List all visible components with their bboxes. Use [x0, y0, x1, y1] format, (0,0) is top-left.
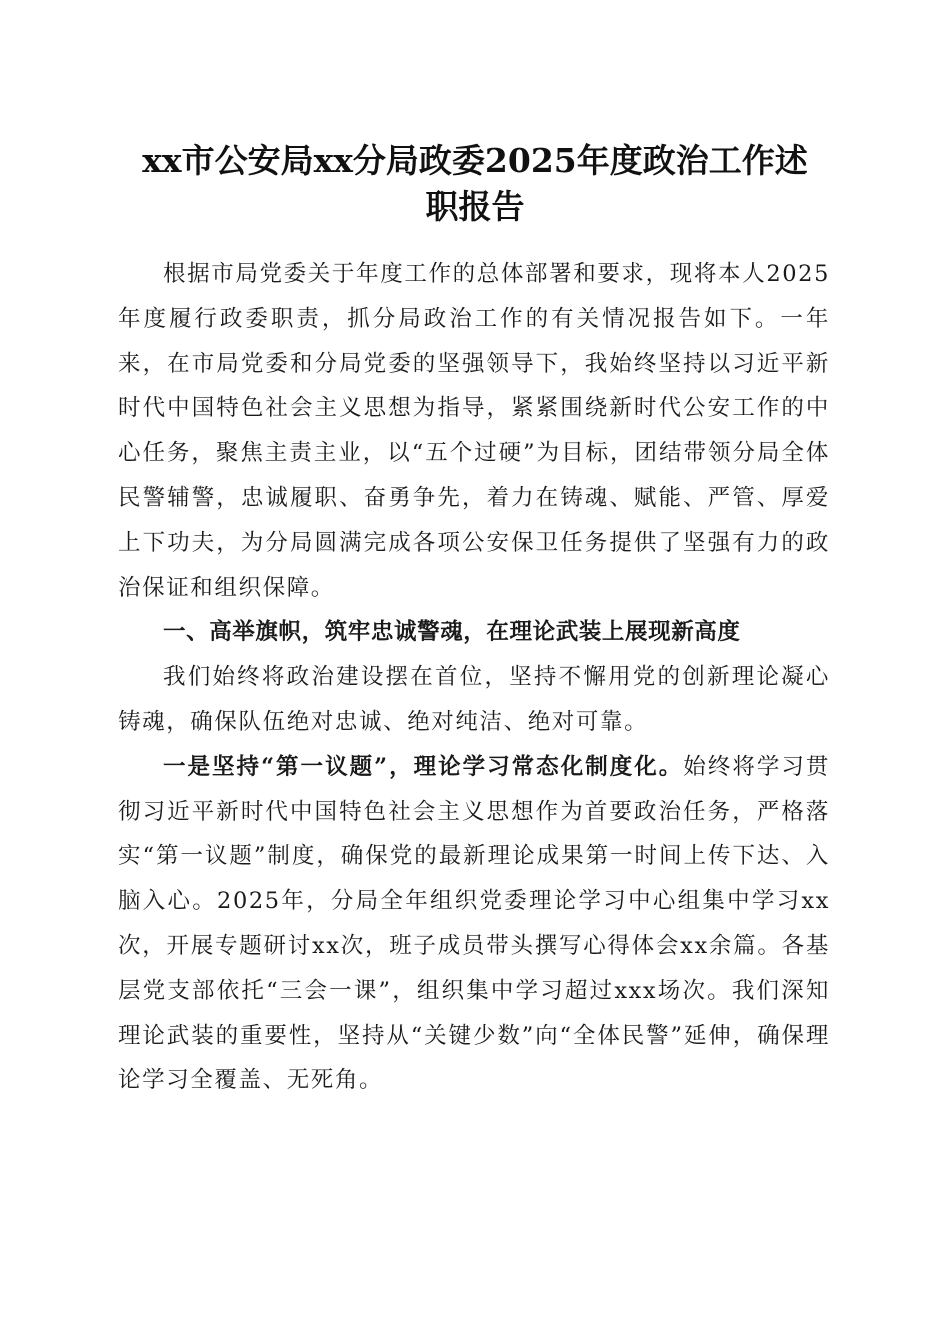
title-line-1: xx市公安局xx分局政委2025年度政治工作述: [142, 141, 808, 180]
title-line-2: 职报告: [425, 187, 525, 226]
section-1-heading: 一、高举旗帜，筑牢忠诚警魂，在理论武装上展现新高度: [163, 619, 741, 646]
point-1-body: 始终将学习贯彻习近平新时代中国特色社会主义思想作为首要政治任务，严格落实“第一议题”制度，确保党的最新理论成果第一时间上传下达、入脑入心。2025年，分局全年组织党委理论学习中心组集中学习xx次，开展专题研讨xx次，班子成员带头撰写心得体会xx余篇。各基层党支部依托“三会一课”，组织集中学习超过xxx场次。我们深知理论武装的重要性，坚持从“关键少数”向“全体民警”延伸，确保理论学习全覆盖、无死角。: [118, 753, 830, 1094]
point-1-lead: 一是坚持“第一议题”，理论学习常态化制度化。: [163, 753, 684, 780]
document-title: [100, 138, 850, 230]
document-body: [118, 252, 830, 1103]
point-1-paragraph: [118, 745, 830, 1103]
section-1-intro-paragraph: 我们始终将政治建设摆在首位，坚持不懈用党的创新理论凝心铸魂，确保队伍绝对忠诚、绝对纯洁、绝对可靠。: [118, 664, 830, 735]
intro-paragraph: 根据市局党委关于年度工作的总体部署和要求，现将本人2025年度履行政委职责，抓分局政治工作的有关情况报告如下。一年来，在市局党委和分局党委的坚强领导下，我始终坚持以习近平新时代中国特色社会主义思想为指导，紧紧围绕新时代公安工作的中心任务，聚焦主责主业，以“五个过硬”为目标，团结带领分局全体民警辅警，忠诚履职、奋勇争先，着力在铸魂、赋能、严管、厚爱上下功夫，为分局圆满完成各项公安保卫任务提供了坚强有力的政治保证和组织保障。: [118, 261, 830, 601]
